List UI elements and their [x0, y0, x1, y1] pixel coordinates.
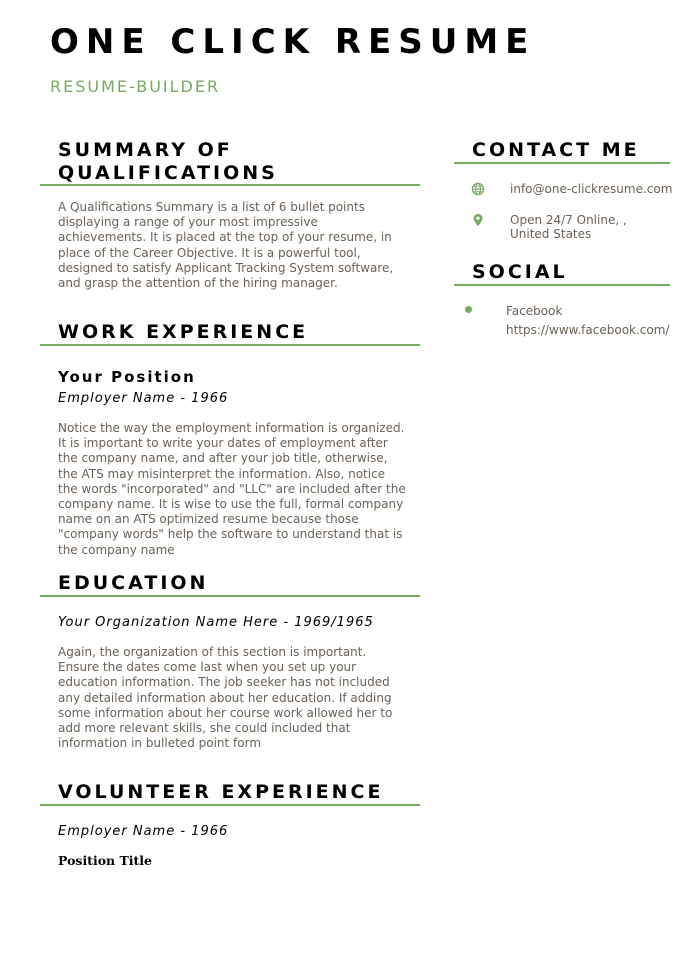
work-employer: Employer Name - 1966	[58, 391, 229, 406]
education-text: Again, the organization of this section is important. Ensure the dates come last when you set up your education information. The job seeker has not included any detailed information about her education. If adding some information about her course work allowed her to add more relevant skills, she could included that information in bulleted point form	[58, 645, 393, 751]
contact-email: info@one-clickresume.com	[510, 182, 673, 196]
summary-title-line1: SUMMARY OF	[58, 139, 233, 161]
social-bullet	[465, 306, 472, 313]
summary-title-line2: QUALIFICATIONS	[58, 162, 278, 184]
contact-location: Open 24/7 Online, , United States	[510, 213, 627, 241]
social-divider	[454, 284, 670, 286]
education-divider	[40, 595, 420, 597]
education-organization: Your Organization Name Here - 1969/1965	[58, 615, 374, 630]
resume-subtitle: RESUME-BUILDER	[50, 77, 221, 96]
volunteer-divider	[40, 804, 420, 806]
education-section-title: EDUCATION	[58, 572, 209, 594]
work-text: Notice the way the employment information is organized. It is important to write your dates of employment after the company name, and after your job title, otherwise, the ATS may misinterpret the information. Also, notice the words "incorporated" and "LLC" are included after the company name. It is wise to use the full, formal company name on an ATS optimized resume because those "company words" help the software to understand that is the company name	[58, 421, 406, 557]
summary-divider	[40, 184, 420, 186]
contact-section-title: CONTACT ME	[472, 139, 640, 161]
work-position: Your Position	[58, 368, 196, 386]
social-url-link[interactable]: https://www.facebook.com/	[506, 323, 670, 337]
contact-divider	[454, 162, 670, 164]
work-divider	[40, 344, 420, 346]
map-pin-icon	[471, 213, 485, 227]
social-section-title: SOCIAL	[472, 261, 568, 283]
summary-section-title	[58, 139, 278, 185]
volunteer-section-title: VOLUNTEER EXPERIENCE	[58, 781, 384, 803]
social-network: Facebook	[506, 304, 563, 318]
volunteer-employer: Employer Name - 1966	[58, 824, 229, 839]
summary-text: A Qualifications Summary is a list of 6 bullet points displaying a range of your most impressive achievements. It is placed at the top of your resume, in place of the Career Objective. It is a powerful tool, designed to satisfy Applicant Tracking System software, and grasp the attention of the hiring manager.	[58, 200, 394, 291]
globe-icon	[471, 182, 485, 196]
volunteer-position: Position Title	[58, 853, 153, 868]
resume-name: ONE CLICK RESUME	[50, 22, 536, 62]
work-section-title: WORK EXPERIENCE	[58, 321, 309, 343]
